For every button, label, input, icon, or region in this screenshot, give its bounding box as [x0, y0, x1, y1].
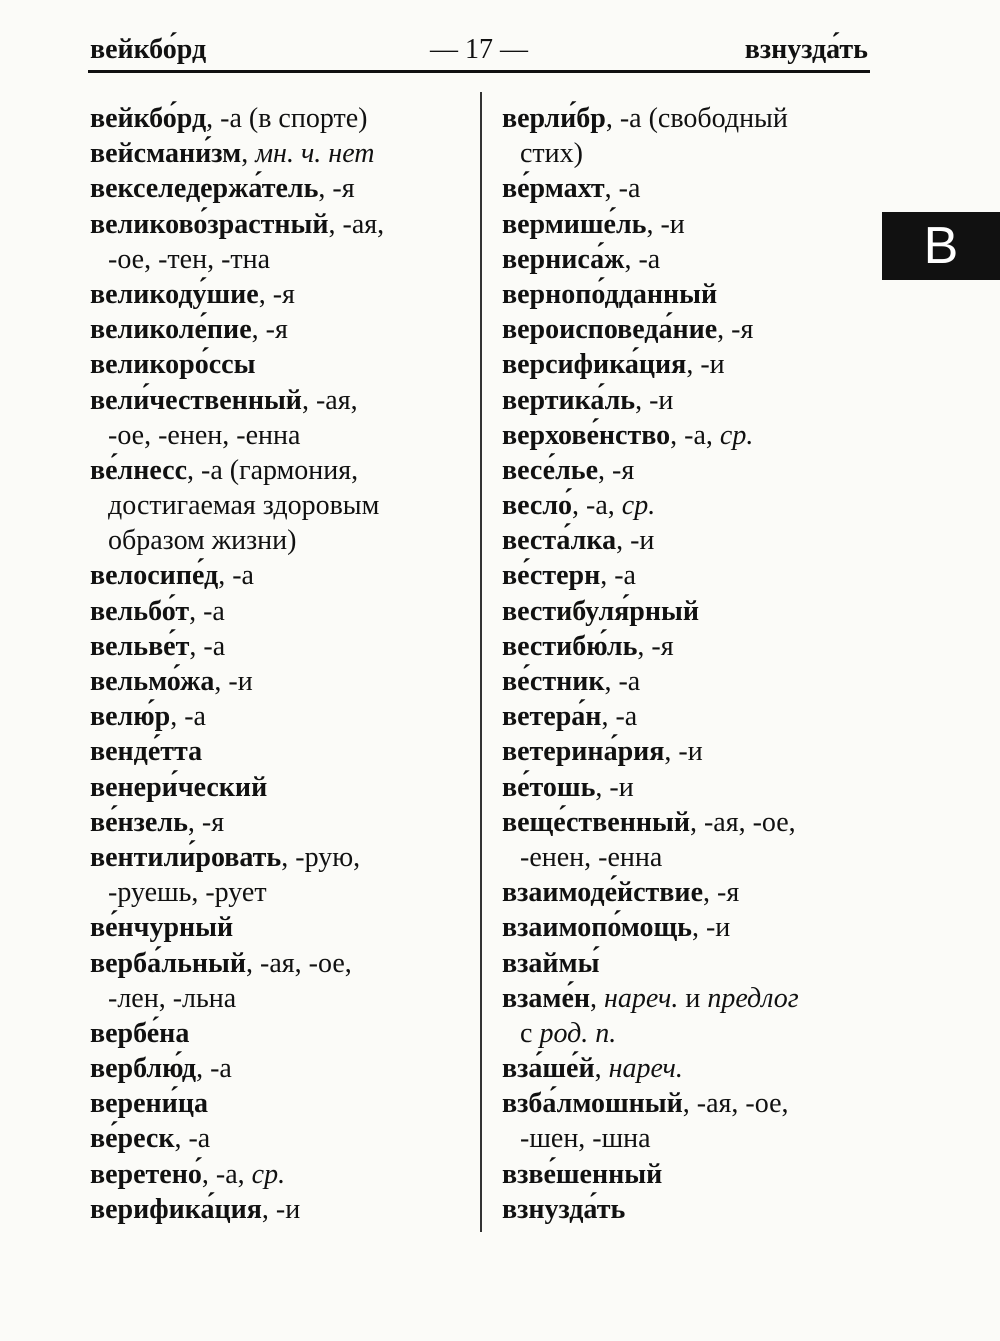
entry-text: , -я [187, 806, 225, 838]
dictionary-entry-line [502, 312, 867, 347]
dictionary-entry-line [502, 101, 867, 136]
entry-text: -руешь, -рует [108, 877, 267, 909]
headword: векселедержа́тель [90, 173, 319, 205]
entry-continuation-line [90, 488, 475, 523]
dictionary-entry-line [502, 242, 867, 277]
headword: ве́стник [502, 666, 605, 697]
dictionary-entry-line [90, 1121, 475, 1156]
headword: верени́ца [90, 1088, 208, 1120]
headword: великово́зрастный [90, 208, 329, 240]
dictionary-entry-line [90, 805, 475, 840]
headword: вестибуля́рный [502, 595, 699, 627]
entry-text: , -я [717, 314, 754, 346]
dictionary-entry-line [502, 1051, 867, 1086]
headword: венери́ческий [90, 771, 268, 803]
headword: верба́льный [90, 947, 247, 979]
header-rule [88, 70, 870, 73]
headword: великоле́пие [90, 314, 252, 346]
entry-text: -ое, -енен, -енна [108, 419, 301, 451]
entry-continuation-line [90, 242, 475, 277]
dictionary-entry-line [502, 981, 867, 1016]
entry-text: стих) [520, 138, 583, 170]
grammar-note: род. п. [539, 1017, 617, 1049]
entry-text: , [594, 1053, 609, 1085]
entry-continuation-line [502, 1121, 867, 1156]
dictionary-entry-line [502, 207, 867, 242]
dictionary-entry-line [90, 946, 475, 981]
dictionary-entry-line [90, 277, 475, 312]
entry-text: , -а, [670, 419, 720, 451]
dictionary-entry-line [90, 312, 475, 347]
headword: ве́рмахт [502, 173, 605, 205]
entry-text: , [590, 982, 605, 1014]
dictionary-entry-line [502, 1086, 867, 1121]
entry-text: , -и [664, 736, 703, 768]
grammar-note: мн. ч. нет [255, 138, 375, 170]
dictionary-entry-line [502, 629, 867, 664]
dictionary-entry-line [90, 207, 475, 242]
headword: взнузда́ть [502, 1193, 626, 1225]
headword: вейсмани́зм [90, 138, 242, 170]
dictionary-entry-line [90, 910, 475, 945]
dictionary-entry-line [502, 699, 867, 734]
entry-continuation-line [502, 840, 867, 875]
dictionary-entry-line [502, 383, 867, 418]
dictionary-entry-line [90, 1086, 475, 1121]
running-header [88, 28, 870, 72]
dictionary-entry-line [502, 594, 867, 629]
entry-text: , -и [214, 666, 253, 697]
entry-text: , [241, 138, 256, 170]
headword: велю́р [90, 701, 171, 733]
dictionary-entry-line [502, 347, 867, 382]
dictionary-entry-line [90, 171, 475, 206]
entry-text: , -я [703, 877, 740, 909]
right-column [502, 101, 867, 1227]
dictionary-entry-line [90, 383, 475, 418]
dictionary-entry-line [502, 910, 867, 945]
entry-text: , -и [616, 525, 655, 557]
left-column [90, 101, 475, 1227]
headword: ве́стерн [502, 560, 601, 592]
headword: верхове́нство [502, 419, 671, 451]
entry-text: , -а, [201, 1158, 252, 1190]
headword: вестибю́ль [502, 630, 638, 662]
entry-text: , -и [646, 208, 685, 240]
entry-text: , -ая, [328, 208, 385, 240]
headword: ве́тошь [502, 771, 596, 803]
headword: вельве́т [90, 630, 190, 662]
headword: вза́ше́й [502, 1053, 595, 1085]
dictionary-entry-line [502, 523, 867, 558]
headword: вербе́на [90, 1017, 190, 1049]
entry-text: , -а (в спорте) [206, 103, 368, 134]
dictionary-entry-line [502, 488, 867, 523]
entry-text: , -а [170, 701, 206, 733]
headword: ве́лнесс [90, 454, 188, 486]
headword: вейкбо́рд [90, 103, 207, 134]
dictionary-entry-line [502, 770, 867, 805]
entry-text: , -я [598, 454, 635, 486]
entry-text: , -рую, [281, 841, 361, 873]
dictionary-entry-line [502, 1157, 867, 1192]
entry-text: , -а [189, 595, 225, 627]
entry-text: , -а [601, 701, 638, 733]
dictionary-entry-line [502, 875, 867, 910]
entry-continuation-line [502, 1016, 867, 1051]
entry-text: , -а (гармония, [187, 454, 359, 486]
headword: вероисповеда́ние [502, 314, 718, 346]
headword: ветерина́рия [502, 736, 665, 768]
entry-text: -лен, -льна [108, 982, 237, 1014]
dictionary-entry-line [90, 1051, 475, 1086]
entry-continuation-line [90, 875, 475, 910]
headword: вермише́ль [502, 208, 647, 240]
headword: венде́тта [90, 736, 203, 768]
entry-text: , -а [174, 1123, 211, 1155]
dictionary-entry-line [502, 1192, 867, 1227]
entry-text: , -и [635, 384, 674, 416]
headword: версифика́ция [502, 349, 687, 381]
headword: веще́ственный [502, 806, 690, 838]
entry-text: , -а [600, 560, 636, 592]
grammar-note: ср. [251, 1158, 286, 1190]
dictionary-entry-line [90, 347, 475, 382]
grammar-note: нареч. [604, 982, 679, 1014]
headword: верли́бр [502, 103, 606, 134]
grammar-note: ср. [621, 490, 656, 522]
entry-text: , -и [595, 771, 634, 803]
headword: верблю́д [90, 1053, 197, 1085]
headword: веста́лка [502, 525, 617, 557]
entry-text: , -а [196, 1053, 232, 1085]
headword: верифика́ция [90, 1193, 262, 1225]
dictionary-entry-line [502, 171, 867, 206]
dictionary-entry-line [90, 840, 475, 875]
entry-text: , -а (свободный [605, 103, 788, 134]
headword: вентили́ровать [90, 841, 282, 873]
dictionary-entry-line [90, 1016, 475, 1051]
dictionary-entry-line [90, 664, 475, 699]
entry-continuation-line [90, 523, 475, 558]
dictionary-entry-line [502, 946, 867, 981]
entry-text: образом жизни) [108, 525, 297, 557]
headword: верниса́ж [502, 243, 625, 275]
dictionary-entry-line [502, 277, 867, 312]
headword: ве́нзель [90, 806, 188, 838]
entry-text: -ое, -тен, -тна [108, 243, 271, 275]
dictionary-entry-line [502, 418, 867, 453]
entry-text: , -и [686, 349, 725, 381]
entry-text: , -а [218, 560, 254, 592]
headword: ве́реск [90, 1123, 175, 1155]
entry-text: , -ая, -ое, [246, 947, 352, 979]
dictionary-entry-line [502, 805, 867, 840]
headword: взаме́н [502, 982, 591, 1014]
headword: велосипе́д [90, 560, 219, 592]
headword: ве́нчурный [90, 912, 234, 944]
entry-text: -енен, -енна [520, 841, 663, 873]
entry-text: , -а [624, 243, 661, 275]
headword: весло́ [502, 490, 573, 522]
page-number: — 17 — [430, 34, 528, 65]
entry-text: , -я [637, 630, 674, 662]
entry-text: , -а [604, 173, 641, 205]
entry-text: , -и [691, 912, 731, 944]
entry-text: , -а [189, 630, 226, 662]
headword: вельмо́жа [90, 666, 215, 697]
dictionary-entry-line [90, 629, 475, 664]
column-divider [480, 92, 482, 1232]
entry-text: , -и [261, 1193, 301, 1225]
dictionary-entry-line [90, 136, 475, 171]
headword: взаймы́ [502, 947, 600, 979]
headword: ветера́н [502, 701, 602, 733]
headword: вернопо́дданный [502, 278, 718, 310]
dictionary-entry-line [90, 594, 475, 629]
entry-text: , -я [318, 173, 355, 205]
headword: взве́шенный [502, 1158, 663, 1190]
entry-text: с [520, 1017, 540, 1049]
entry-text: достигаемая здоровым [108, 490, 380, 522]
grammar-note: предлог [707, 982, 799, 1014]
dictionary-entry-line [90, 734, 475, 769]
headword: взба́лмошный [502, 1088, 683, 1120]
dictionary-entry-line [90, 1192, 475, 1227]
dictionary-entry-line [502, 558, 867, 593]
dictionary-entry-line [90, 699, 475, 734]
entry-text: , -а, [572, 490, 622, 522]
headword: вели́чественный [90, 384, 302, 416]
entry-continuation-line [502, 136, 867, 171]
headword: взаимоде́йствие [502, 877, 703, 909]
entry-text: , -я [258, 278, 295, 310]
entry-text: -шен, -шна [520, 1123, 651, 1155]
headword: веретено́ [90, 1158, 202, 1190]
entry-text: , -а [604, 666, 641, 697]
dictionary-entry-line [90, 770, 475, 805]
entry-text: и [678, 982, 708, 1014]
header-first-entry: вейкбо́рд [90, 34, 207, 65]
entry-continuation-line [90, 981, 475, 1016]
entry-continuation-line [90, 418, 475, 453]
dictionary-entry-line [90, 1157, 475, 1192]
headword: великоро́ссы [90, 349, 256, 381]
headword: великоду́шие [90, 278, 259, 310]
headword: вельбо́т [90, 595, 190, 627]
entry-text: , -ая, [301, 384, 358, 416]
headword: весе́лье [502, 454, 599, 486]
headword: взаимопо́мощь [502, 912, 692, 944]
dictionary-entry-line [90, 558, 475, 593]
dictionary-entry-line [502, 664, 867, 699]
grammar-note: нареч. [608, 1053, 683, 1085]
entry-text: , -я [251, 314, 288, 346]
dictionary-entry-line [502, 453, 867, 488]
dictionary-entry-line [90, 453, 475, 488]
section-letter-tab: В [882, 212, 1000, 280]
grammar-note: ср. [719, 419, 754, 451]
header-last-entry: взнузда́ть [744, 34, 868, 65]
dictionary-entry-line [502, 734, 867, 769]
entry-text: , -ая, -ое, [689, 806, 796, 838]
headword: вертика́ль [502, 384, 636, 416]
dictionary-entry-line [90, 101, 475, 136]
entry-text: , -ая, -ое, [682, 1088, 789, 1120]
